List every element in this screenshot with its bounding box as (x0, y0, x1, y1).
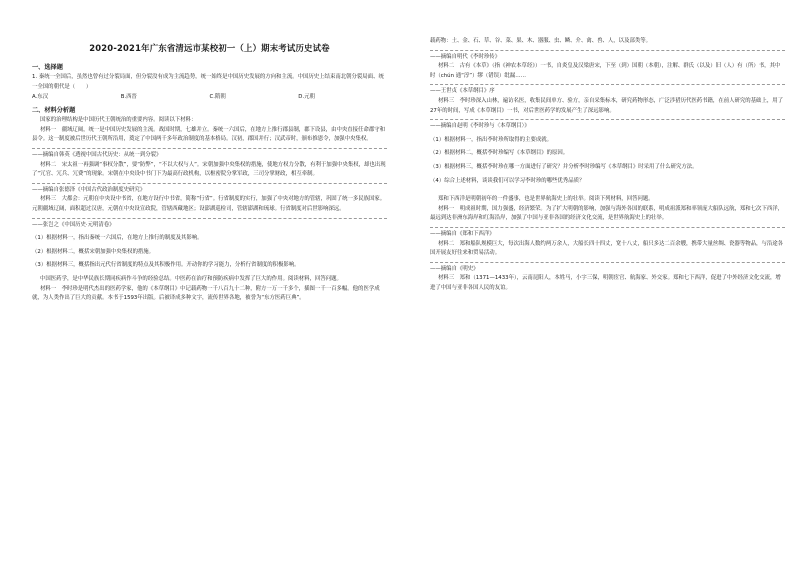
question-3-intro: 中国医药学，是中华民族长期同疾病作斗争的经验总结。中医药在治疗和预防疾病中发挥了巨大的作用。阅读材料，回答问题。 (40, 275, 342, 282)
material-3: 材料三 大都会：元朝在中央设中书省，在地方设行中书省，简称“行省”。行省制度的实行，加强了中央对地方的管辖，巩固了统一多民族国家。元朝疆域辽阔，面积超过汉唐，元朝在中央设宣政院，管辖西藏地区；设澎湖巡检司，管辖澎湖和琉球。行省制度对后世影响深远。 (32, 196, 386, 212)
divider (430, 119, 785, 120)
material-3-source: ——张岂之《中国历史·元明清卷》 (32, 221, 115, 228)
option-d: D.元朝 (298, 94, 315, 101)
right-sub-question-1: （1）根据材料一，指出李时珍所取得的主要成就。 (430, 136, 553, 143)
right-sub-question-2: （2）根据材料二，概括李时珍编写《本草纲目》的原因。 (430, 150, 569, 157)
option-c: C.隋朝 (209, 94, 226, 101)
divider (430, 50, 785, 51)
divider (430, 262, 785, 263)
question-1-options (32, 92, 387, 102)
right-sub-question-3: （3）根据材料三，概括李时珍在哪一方面进行了研究？并分析李时珍编写《本草纲目》时采用了什么研究方法。 (430, 163, 698, 170)
left-column (32, 36, 387, 304)
material-5: 材料二 古有《本草》（指《神农本草经》）一书，自炎皇及汉梁唐宋，下至（到）国朝（本朝），注解、群氏（以及）旧（人）有（所）书，其中时（chún 通“淳”）缪（错误）纰漏…… (430, 63, 781, 79)
section-material: 二、材料分析题 (32, 107, 76, 115)
question-4-intro: 郑和下西洋是明朝初年的一件盛事，也是世界航海史上的壮举。阅读下列材料，回答问题。 (438, 196, 654, 203)
source-2: ——王世贞《本草纲目》序 (430, 88, 495, 95)
material-2-source: ——摘编自张德泽《中国古代政治制度史研究》 (32, 186, 146, 193)
divider (32, 218, 387, 219)
source-3: ——摘编自赵明《李时珍与〈本草纲目〉》 (430, 123, 530, 130)
divider (32, 183, 387, 184)
source-4: ——摘编自《郑和下西洋》 (430, 230, 495, 237)
material-1: 材料一 疆域辽阔，统一是中国历史发展的主流。战国时期，七雄并立。秦统一六国后，在地方上推行郡县制，郡下设县，由中央直接任命郡守和县令。这一制度被后世历代王朝所沿用，奠定了中国两千多年政治制度的基本格局。汉初，郡国并行；汉武帝时，颁布推恩令，加强中央集权。 (32, 126, 386, 143)
right-sub-question-4: （4）综合上述材料，谈谈我们可以学习李时珍的哪些优秀品质？ (430, 177, 585, 184)
option-a: A.东汉 (32, 94, 49, 101)
material-8: 材料二 郑和船队规模巨大，每次出海人数约两万余人，大船长四十四丈，宽十八丈，船只多达二百余艘，携带大量丝绸、瓷器等物品，与沿途各国开展友好往来和贸易活动。 (430, 240, 784, 257)
material-6: 材料三 李时珍深入山林，遍访名医，收集民间单方、验方，亲自采集标本，研究药物形态，广泛涉猎历代医药书籍，在前人研究的基础上，用了27年的时间，写成《本草纲目》一书，对后世医药学的发展产生了深远影响。 (430, 97, 784, 114)
material-7: 材料一 明成祖时期，国力强盛，经济繁荣。为了扩大明朝的影响，加强与海外各国的联系，明成祖派郑和率领庞大船队远航，郑和七次下西洋，最远到达非洲东海岸和红海沿岸，加强了中国与亚非各国的经济文化交流，是世界航海史上的壮举。 (430, 205, 784, 222)
material-9: 材料三 郑和（1371—1433年），云南昆阳人，本姓马，小字三保，明朝宦官、航海家、外交家。郑和七下西洋，促进了中外经济文化交流，增进了中国与亚非各国人民的友谊。 (430, 275, 781, 291)
section-choice: 一、选择题 (32, 64, 63, 71)
option-b: B.西晋 (120, 94, 137, 101)
sub-question-3: （3）根据材料三，概括指出元代行省制度的特点及其积极作用。开动你的学习能力，分析行省制度的积极影响。 (32, 262, 300, 269)
question-1: 1. 秦统一全国后，虽然也曾有过分裂局面，但分裂没有成为主流趋势，统一始终是中国历史发展的方向和主流。中国历史上结束南北朝分裂局面、统一全国的朝代是（ ） (32, 74, 384, 90)
exam-title: 2020-2021年广东省清远市某校初一（上）期末考试历史试卷 (89, 43, 330, 53)
divider (430, 227, 785, 228)
source-1: ——摘编自明代《李时珍传》 (430, 53, 501, 60)
right-column (430, 37, 785, 293)
question-2-intro: 国家的治理结构是中国历代王朝统治的重要内容。阅读以下材料： (40, 117, 197, 124)
sub-question-2: （2）根据材料二，概括宋朝加强中央集权的措施。 (32, 248, 155, 255)
sub-question-1: （1）根据材料一，指出秦统一六国后，在地方上推行的制度及其影响。 (32, 235, 203, 242)
source-5: ——摘编自《明史》 (430, 265, 479, 272)
divider (430, 84, 785, 85)
material-4: 材料一 李时珍是明代杰出的医药学家，他的《本草纲目》中记载药物一千八百九十二种，附方一万一千多个，插图一千一百多幅。他的医学成就，为人类作出了巨大的贡献。本书于1593年出版。后被译成多种文字，流传世界各地，被誉为“东方医药巨典”。 (32, 285, 380, 302)
material-2: 材料二 宋太祖一再强调“事权分散”，要“防弊”，“不以大权与人”。宋朝加强中央集权的措施，使地方权力分散，有利于加强中央集权，却也出现了“冗官、冗兵、冗费”的现象。宋朝在中央设中书门下为最高行政机构，以枢密院分掌军政，三司分掌财政，相互牵制。 (32, 161, 386, 178)
material-1-source: ——摘编自韩英《透视中国古代历史：从统一到分裂》 (32, 151, 162, 158)
divider (32, 148, 387, 149)
material-4-continued: 载药物：土、金、石、草、谷、菜、果、木、器服、虫、鳞、介、禽、兽、人，以及部类等。 (430, 38, 652, 44)
spacer (430, 186, 785, 195)
